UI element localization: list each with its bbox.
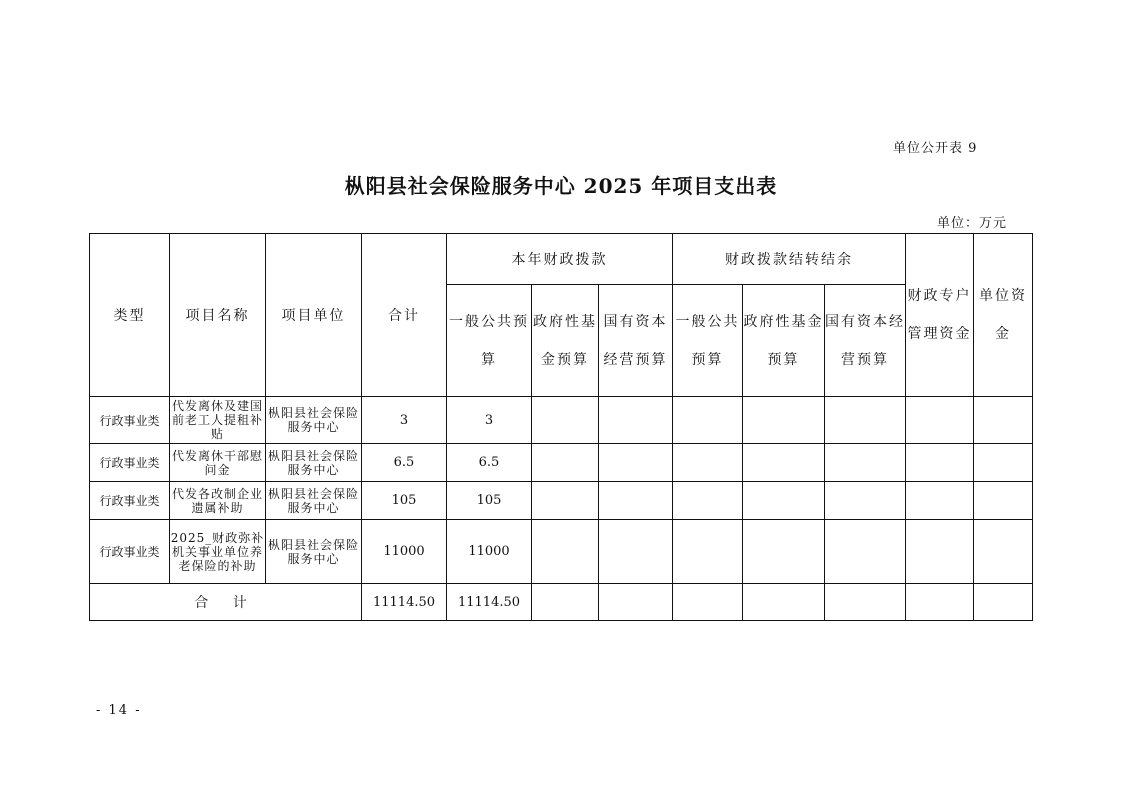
header-project-name: 项目名称 <box>170 234 266 397</box>
header-project-unit: 项目单位 <box>266 234 362 397</box>
row-project-unit: 枞阳县社会保险服务中心 <box>266 397 362 444</box>
row-general-budget: 105 <box>447 482 532 520</box>
header-carryover-gov-fund-budget: 政府性基金预算 <box>743 285 825 397</box>
row-total: 11000 <box>362 520 447 584</box>
row-total: 3 <box>362 397 447 444</box>
header-carryover-general-budget: 一般公共预算 <box>673 285 743 397</box>
page-number: - 14 - <box>96 703 142 718</box>
header-carryover-state-capital-budget: 国有资本经营预算 <box>825 285 906 397</box>
table-row <box>90 482 1033 520</box>
row-project-unit: 枞阳县社会保险服务中心 <box>266 520 362 584</box>
grand-total-amount: 11114.50 <box>362 584 447 621</box>
form-number: 单位公开表 9 <box>893 141 978 156</box>
row-type: 行政事业类 <box>90 444 170 482</box>
grand-total-general-budget: 11114.50 <box>447 584 532 621</box>
header-type: 类型 <box>90 234 170 397</box>
header-current-state-capital-budget: 国有资本经营预算 <box>599 285 673 397</box>
project-expenditure-table <box>89 233 1033 621</box>
header-current-gov-fund-budget: 政府性基金预算 <box>532 285 599 397</box>
row-project-name: 代发离休干部慰问金 <box>170 444 266 482</box>
row-general-budget: 3 <box>447 397 532 444</box>
row-type: 行政事业类 <box>90 397 170 444</box>
row-total: 6.5 <box>362 444 447 482</box>
table-total-row <box>90 584 1033 621</box>
row-project-name: 2025_财政弥补机关事业单位养老保险的补助 <box>170 520 266 584</box>
row-general-budget: 6.5 <box>447 444 532 482</box>
row-total: 105 <box>362 482 447 520</box>
header-total: 合计 <box>362 234 447 397</box>
header-special-account-funds: 财政专户管理资金 <box>906 234 974 397</box>
grand-total-label: 合 计 <box>90 584 362 621</box>
header-current-year-appropriation: 本年财政拨款 <box>447 234 673 285</box>
table-row <box>90 444 1033 482</box>
row-project-unit: 枞阳县社会保险服务中心 <box>266 444 362 482</box>
page-title: 枞阳县社会保险服务中心 2025 年项目支出表 <box>344 174 778 198</box>
row-general-budget: 11000 <box>447 520 532 584</box>
row-type: 行政事业类 <box>90 520 170 584</box>
row-project-name: 代发各改制企业遗属补助 <box>170 482 266 520</box>
header-unit-funds: 单位资金 <box>974 234 1033 397</box>
unit-label: 单位：万元 <box>937 216 1008 231</box>
row-type: 行政事业类 <box>90 482 170 520</box>
header-carryover-balance: 财政拨款结转结余 <box>673 234 906 285</box>
row-project-unit: 枞阳县社会保险服务中心 <box>266 482 362 520</box>
header-current-general-budget: 一般公共预算 <box>447 285 532 397</box>
row-project-name: 代发离休及建国前老工人提租补贴 <box>170 397 266 444</box>
table-row <box>90 397 1033 444</box>
table-row <box>90 520 1033 584</box>
